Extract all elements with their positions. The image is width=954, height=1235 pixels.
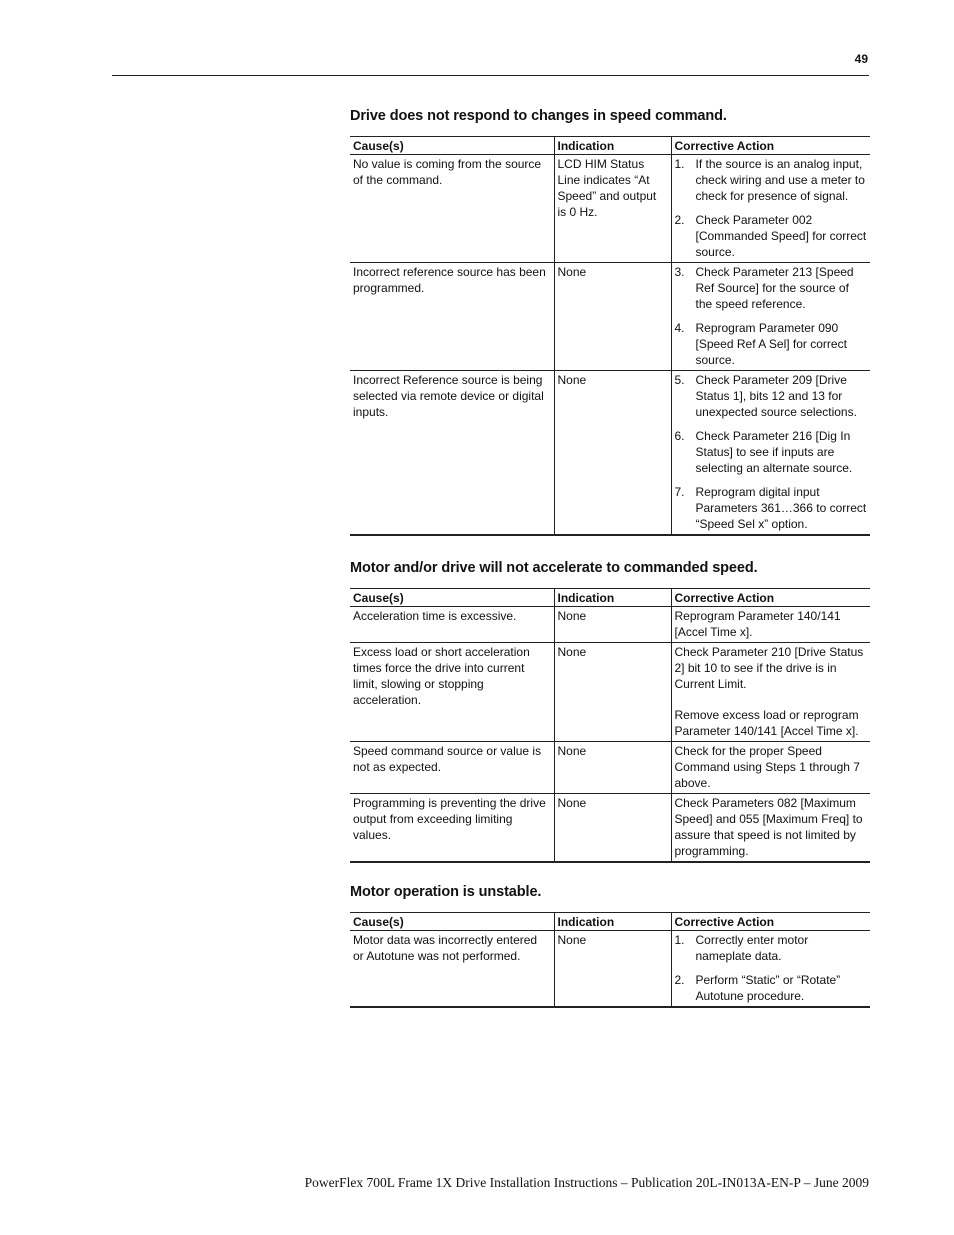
section-title: Motor and/or drive will not accelerate to commanded speed. bbox=[350, 560, 758, 576]
indication-cell: LCD HIM Status Line indicates “At Speed” and output is 0 Hz. bbox=[554, 155, 671, 263]
action-step bbox=[675, 972, 868, 1004]
header-causes: Cause(s) bbox=[350, 137, 554, 155]
action-text: Remove excess load or reprogram Parameter 140/141 [Accel Time x]. bbox=[674, 708, 859, 738]
step-number: 1. bbox=[674, 157, 685, 171]
step-number: 2. bbox=[674, 973, 685, 987]
action-step bbox=[675, 212, 868, 260]
action-steps bbox=[675, 932, 868, 1004]
cause-cell: Acceleration time is excessive. bbox=[350, 607, 554, 643]
step-number: 6. bbox=[674, 429, 685, 443]
table-row bbox=[350, 794, 870, 863]
action-steps bbox=[675, 372, 868, 532]
header-indication: Indication bbox=[554, 137, 671, 155]
section-acceleration bbox=[350, 560, 870, 863]
step-text: Check Parameter 213 [Speed Ref Source] for the source of the speed reference. bbox=[695, 265, 854, 311]
step-text: Check Parameter 209 [Drive Status 1], bits 12 and 13 for unexpected source selections. bbox=[695, 373, 857, 419]
action-cell bbox=[671, 742, 870, 794]
cause-cell: Programming is preventing the drive output from exceeding limiting values. bbox=[350, 794, 554, 863]
troubleshooting-table bbox=[350, 136, 870, 536]
cause-cell: Incorrect Reference source is being selected via remote device or digital inputs. bbox=[350, 371, 554, 536]
table-header-row bbox=[350, 137, 870, 155]
table-row bbox=[350, 742, 870, 794]
action-step bbox=[675, 372, 868, 420]
page-footer: PowerFlex 700L Frame 1X Drive Installation Instructions – Publication 20L-IN013A-EN-P – June 2009 bbox=[304, 1175, 869, 1190]
action-step bbox=[675, 428, 868, 476]
indication-cell: None bbox=[554, 931, 671, 1008]
action-step bbox=[675, 264, 868, 312]
section-title: Drive does not respond to changes in speed command. bbox=[350, 108, 727, 124]
table-row bbox=[350, 931, 870, 1008]
action-text: Check for the proper Speed Command using Steps 1 through 7 above. bbox=[674, 744, 860, 790]
header-indication: Indication bbox=[554, 913, 671, 931]
action-text: Check Parameters 082 [Maximum Speed] and 055 [Maximum Freq] to assure that speed is not limited by programming. bbox=[674, 796, 863, 858]
action-step bbox=[675, 156, 868, 204]
action-text: Reprogram Parameter 140/141 [Accel Time x]. bbox=[674, 609, 841, 639]
step-number: 4. bbox=[674, 321, 685, 335]
action-cell bbox=[671, 794, 870, 863]
indication-cell: None bbox=[554, 263, 671, 371]
header-corrective-action: Corrective Action bbox=[671, 913, 870, 931]
section-speed-command bbox=[350, 108, 870, 536]
indication-cell: None bbox=[554, 794, 671, 863]
cause-cell: Incorrect reference source has been programmed. bbox=[350, 263, 554, 371]
action-cell bbox=[671, 643, 870, 742]
table-row bbox=[350, 607, 870, 643]
step-text: Perform “Static” or “Rotate” Autotune procedure. bbox=[695, 973, 841, 1003]
step-text: Reprogram Parameter 090 [Speed Ref A Sel] for correct source. bbox=[695, 321, 847, 367]
header-rule bbox=[112, 75, 869, 76]
header-causes: Cause(s) bbox=[350, 589, 554, 607]
step-number: 1. bbox=[674, 933, 685, 947]
troubleshooting-table bbox=[350, 588, 870, 863]
header-corrective-action: Corrective Action bbox=[671, 589, 870, 607]
action-cell bbox=[671, 371, 870, 536]
header-indication: Indication bbox=[554, 589, 671, 607]
step-text: Correctly enter motor nameplate data. bbox=[695, 933, 809, 963]
step-number: 2. bbox=[674, 213, 685, 227]
action-step bbox=[675, 484, 868, 532]
cause-cell: Motor data was incorrectly entered or Autotune was not performed. bbox=[350, 931, 554, 1008]
troubleshooting-table bbox=[350, 912, 870, 1008]
step-text: Reprogram digital input Parameters 361…366 to correct “Speed Sel x” option. bbox=[695, 485, 867, 531]
header-corrective-action: Corrective Action bbox=[671, 137, 870, 155]
action-cell bbox=[671, 607, 870, 643]
indication-cell: None bbox=[554, 643, 671, 742]
cause-cell: Excess load or short acceleration times force the drive into current limit, slowing or stopping acceleration. bbox=[350, 643, 554, 742]
table-row bbox=[350, 155, 870, 263]
action-cell bbox=[671, 155, 870, 263]
indication-cell: None bbox=[554, 607, 671, 643]
step-number: 5. bbox=[674, 373, 685, 387]
indication-cell: None bbox=[554, 371, 671, 536]
page-number: 49 bbox=[854, 52, 868, 66]
action-cell bbox=[671, 263, 870, 371]
header-causes: Cause(s) bbox=[350, 913, 554, 931]
table-row bbox=[350, 263, 870, 371]
step-text: Check Parameter 002 [Commanded Speed] for correct source. bbox=[695, 213, 867, 259]
action-text: Check Parameter 210 [Drive Status 2] bit 10 to see if the drive is in Current Limit. bbox=[674, 645, 864, 691]
section-title: Motor operation is unstable. bbox=[350, 884, 542, 900]
section-unstable-operation bbox=[350, 884, 870, 1008]
table-header-row bbox=[350, 913, 870, 931]
action-cell bbox=[671, 931, 870, 1008]
table-header-row bbox=[350, 589, 870, 607]
action-steps bbox=[675, 156, 868, 260]
step-text: If the source is an analog input, check wiring and use a meter to check for presence of signal. bbox=[695, 157, 865, 203]
step-number: 7. bbox=[674, 485, 685, 499]
table-row bbox=[350, 371, 870, 536]
indication-cell: None bbox=[554, 742, 671, 794]
table-row bbox=[350, 643, 870, 742]
action-steps bbox=[675, 264, 868, 368]
cause-cell: No value is coming from the source of the command. bbox=[350, 155, 554, 263]
step-number: 3. bbox=[674, 265, 685, 279]
action-step bbox=[675, 932, 868, 964]
step-text: Check Parameter 216 [Dig In Status] to see if inputs are selecting an alternate source. bbox=[695, 429, 853, 475]
cause-cell: Speed command source or value is not as expected. bbox=[350, 742, 554, 794]
action-step bbox=[675, 320, 868, 368]
